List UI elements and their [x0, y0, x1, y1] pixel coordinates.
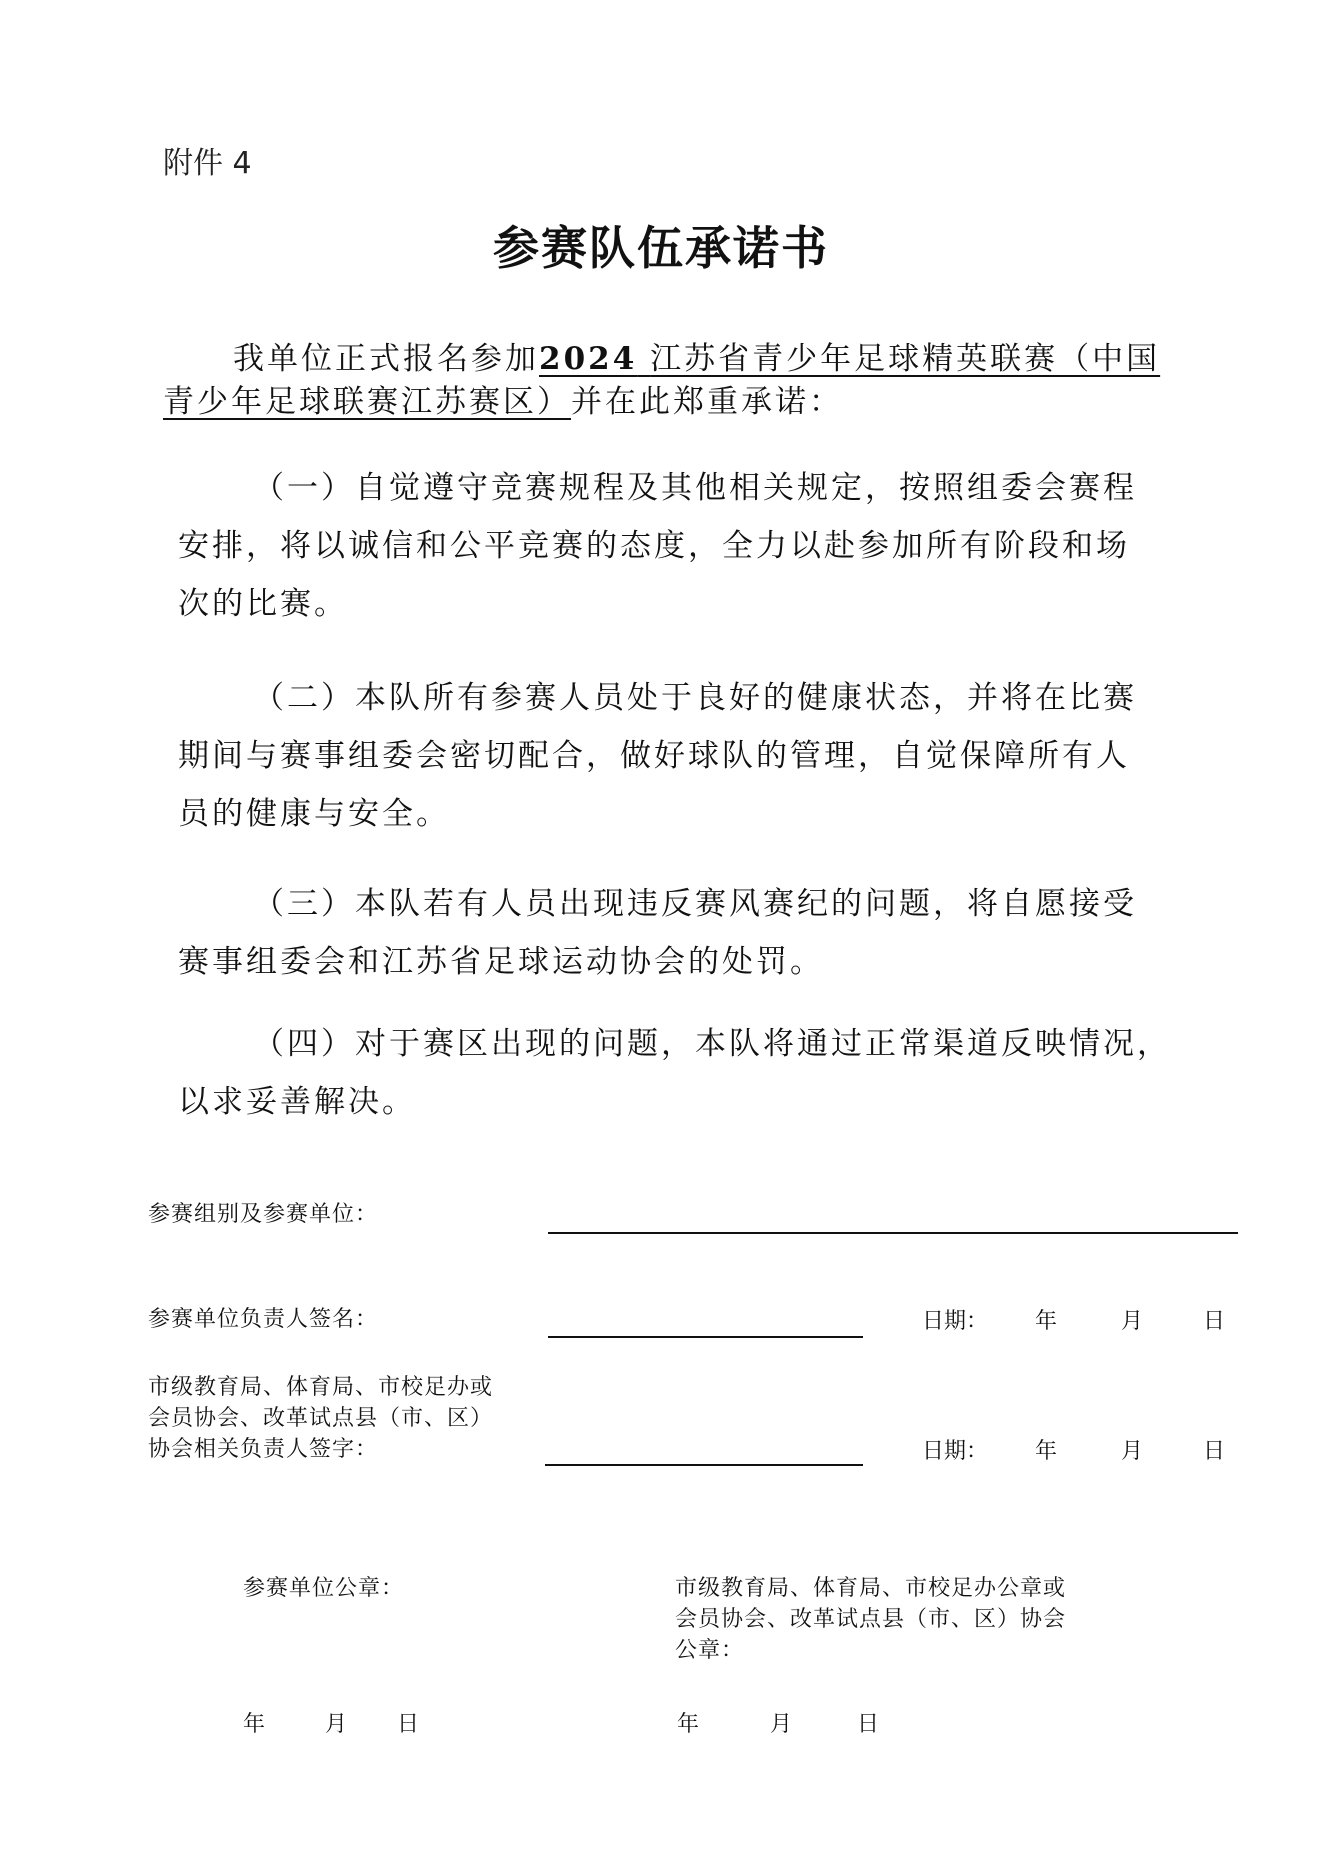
clause-1-line-3: 次的比赛。 [178, 586, 348, 622]
clause-4-line-1: （四）对于赛区出现的问题，本队将通过正常渠道反映情况， [253, 1026, 1171, 1062]
attachment-label: 附件 4 [163, 146, 252, 181]
official-date-month: 月 [1121, 1439, 1144, 1464]
leader-date-day: 日 [1203, 1309, 1226, 1334]
unit-seal-day: 日 [397, 1712, 420, 1737]
leader-date-label: 日期： [922, 1309, 989, 1334]
clause-4-line-2: 以求妥善解决。 [178, 1084, 416, 1120]
official-seal-label-line-1: 市级教育局、体育局、市校足办公章或 [675, 1576, 1067, 1601]
intro-line-1 [233, 333, 1160, 378]
clause-2-line-3: 员的健康与安全。 [178, 796, 450, 832]
event-name-line-2: 青少年足球联赛江苏赛区） [163, 384, 571, 420]
official-seal-label-line-3: 公章： [675, 1638, 745, 1663]
leader-date-year: 年 [1035, 1309, 1058, 1334]
official-seal-day: 日 [857, 1712, 880, 1737]
official-date-label: 日期： [922, 1439, 989, 1464]
official-seal-month: 月 [770, 1712, 793, 1737]
clause-1-line-2: 安排，将以诚信和公平竞赛的态度，全力以赴参加所有阶段和场 [178, 528, 1130, 564]
official-sign-field[interactable] [545, 1464, 863, 1466]
group-unit-label: 参赛组别及参赛单位： [148, 1202, 379, 1227]
official-seal-label-line-2: 会员协会、改革试点县（市、区）协会 [675, 1607, 1067, 1632]
unit-seal-label: 参赛单位公章： [243, 1576, 405, 1601]
document-title: 参赛队伍承诺书 [493, 221, 829, 275]
official-sign-label-line-1: 市级教育局、体育局、市校足办或 [148, 1375, 494, 1400]
group-unit-field[interactable] [548, 1232, 1238, 1234]
intro-line-2 [163, 376, 843, 421]
leader-date-month: 月 [1121, 1309, 1144, 1334]
unit-seal-month: 月 [325, 1712, 348, 1737]
official-date-day: 日 [1203, 1439, 1226, 1464]
clause-3-line-1: （三）本队若有人员出现违反赛风赛纪的问题，将自愿接受 [253, 886, 1137, 922]
event-year: 2024 [539, 341, 638, 377]
intro-prefix: 我单位正式报名参加 [233, 341, 539, 377]
event-name-line-1: 江苏省青少年足球精英联赛（中国 [650, 341, 1161, 377]
clause-2-line-1: （二）本队所有参赛人员处于良好的健康状态，并将在比赛 [253, 680, 1137, 716]
leader-sign-label: 参赛单位负责人签名： [148, 1307, 379, 1332]
clause-2-line-2: 期间与赛事组委会密切配合，做好球队的管理，自觉保障所有人 [178, 738, 1130, 774]
clause-1-line-1: （一）自觉遵守竞赛规程及其他相关规定，按照组委会赛程 [253, 470, 1137, 506]
official-date-year: 年 [1035, 1439, 1058, 1464]
official-seal-year: 年 [677, 1712, 700, 1737]
unit-seal-year: 年 [243, 1712, 266, 1737]
intro-suffix: 并在此郑重承诺： [571, 384, 843, 420]
official-sign-label-line-2: 会员协会、改革试点县（市、区） [148, 1406, 494, 1431]
official-sign-label-line-3: 协会相关负责人签字： [148, 1437, 379, 1462]
leader-sign-field[interactable] [548, 1336, 863, 1338]
clause-3-line-2: 赛事组委会和江苏省足球运动协会的处罚。 [178, 944, 824, 980]
